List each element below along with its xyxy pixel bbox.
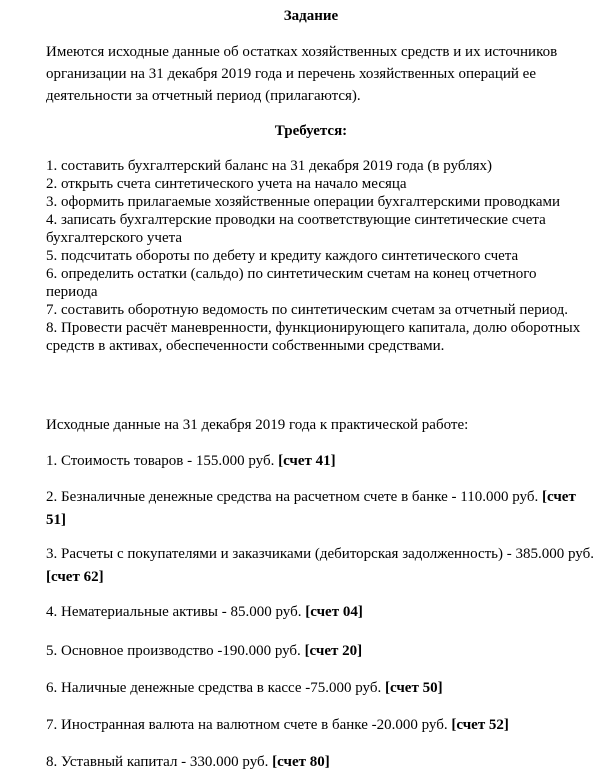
source-item-text: 6. Наличные денежные средства в кассе -75.000 руб. [46, 680, 385, 696]
source-item [46, 450, 596, 473]
account-label: [счет 41] [278, 453, 336, 469]
requirement-item: 2. открыть счета синтетического учета на начало месяца [46, 176, 407, 192]
account-label: [счет 20] [304, 643, 363, 659]
source-item [46, 640, 596, 663]
intro-paragraph: Имеются исходные данные об остатках хозяйственных средств и их источников организации на 31 декабря 2019 года и перечень хозяйственных операций ее деятельности за отчетный период (прилагаются). [46, 44, 558, 104]
account-label: [счет 62] [46, 569, 104, 585]
source-item [46, 751, 596, 774]
source-item-text: 2. Безналичные денежные средства на расчетном счете в банке - 110.000 руб. [46, 489, 542, 505]
account-label: [счет 80] [272, 754, 330, 770]
requirement-item: 1. составить бухгалтерский баланс на 31 декабря 2019 года (в рублях) [46, 158, 492, 174]
source-item-text: 8. Уставный капитал - 330.000 руб. [46, 754, 273, 770]
requirement-item: 7. составить оборотную ведомость по синтетическим счетам за отчетный период. [46, 302, 569, 318]
requirement-item: 4. записать бухгалтерские проводки на соответствующие синтетические счета бухгалтерского учета [46, 212, 546, 246]
source-item-text: 3. Расчеты с покупателями и заказчиками (дебиторская задолженность) - 385.000 руб. [46, 546, 594, 562]
account-label: [счет 04] [305, 604, 363, 620]
account-label: [счет 52] [451, 717, 509, 733]
source-item [46, 543, 596, 589]
source-item-text: 4. Нематериальные активы - 85.000 руб. [46, 604, 306, 620]
source-item [46, 714, 596, 737]
source-item-text: 5. Основное производство -190.000 руб. [46, 643, 305, 659]
source-item [46, 601, 596, 624]
requirements-title: Требуется: [274, 123, 348, 139]
source-data-intro: Исходные данные на 31 декабря 2019 года к практической работе: [46, 417, 469, 433]
requirement-item: 5. подсчитать обороты по дебету и кредиту каждого синтетического счета [46, 248, 519, 264]
source-item-text: 1. Стоимость товаров - 155.000 руб. [46, 453, 279, 469]
source-item-text: 7. Иностранная валюта на валютном счете в банке -20.000 руб. [46, 717, 452, 733]
requirement-item: 6. определить остатки (сальдо) по синтетическим счетам на конец отчетного периода [46, 266, 537, 300]
requirement-item: 3. оформить прилагаемые хозяйственные операции бухгалтерскими проводками [46, 194, 561, 210]
account-label: [счет 51] [46, 489, 576, 528]
requirements-list [46, 157, 586, 355]
document-title: Задание [283, 8, 339, 24]
source-item [46, 677, 596, 700]
account-label: [счет 50] [385, 680, 443, 696]
source-item [46, 486, 596, 532]
requirement-item: 8. Провести расчёт маневренности, функционирующего капитала, долю оборотных средств в активах, обеспеченности собственными средствами. [46, 320, 581, 354]
